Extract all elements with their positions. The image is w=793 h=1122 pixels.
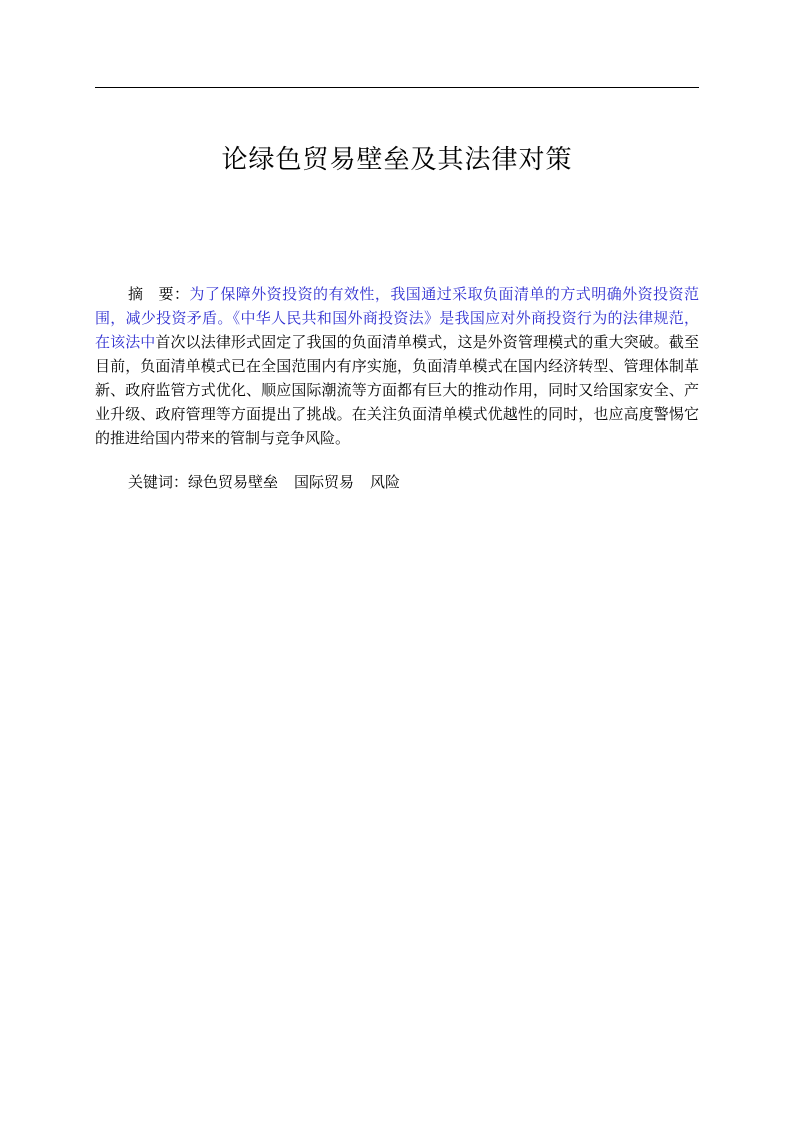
keyword-item: 风险: [370, 473, 401, 491]
header-rule: [95, 87, 699, 88]
abstract-highlighted-text: 为了保障外资投资的有效性，我国通过采取负面清单的方式明确外资投资范围，减少投资矛盾。《中华人民共和国外商投资法》是我国应对外商投资行为的法律规范，在该法中: [95, 285, 699, 351]
abstract-label-first: 摘: [128, 285, 159, 303]
abstract-paragraph: [95, 282, 699, 450]
abstract-plain-text: 首次以法律形式固定了我国的负面清单模式，这是外资管理模式的重大突破。截至目前，负面清单模式已在全国范围内有序实施，负面清单模式在国内经济转型、管理体制革新、政府监管方式优化、顺应国际潮流等方面都有巨大的推动作用，同时又给国家安全、产业升级、政府管理等方面提出了挑战。在关注负面清单模式优越性的同时，也应高度警惕它的推进给国内带来的管制与竞争风险。: [95, 333, 699, 447]
keyword-item: 绿色贸易壁垒: [188, 473, 279, 491]
keywords-line: [95, 470, 699, 494]
keywords-label: 关键词：: [128, 473, 189, 491]
abstract-label: [128, 285, 189, 303]
abstract-label-colon: ：: [173, 285, 190, 303]
abstract-label-second: 要: [158, 285, 174, 303]
keyword-item: 国际贸易: [294, 473, 355, 491]
document-title: 论绿色贸易壁垒及其法律对策: [221, 145, 573, 175]
